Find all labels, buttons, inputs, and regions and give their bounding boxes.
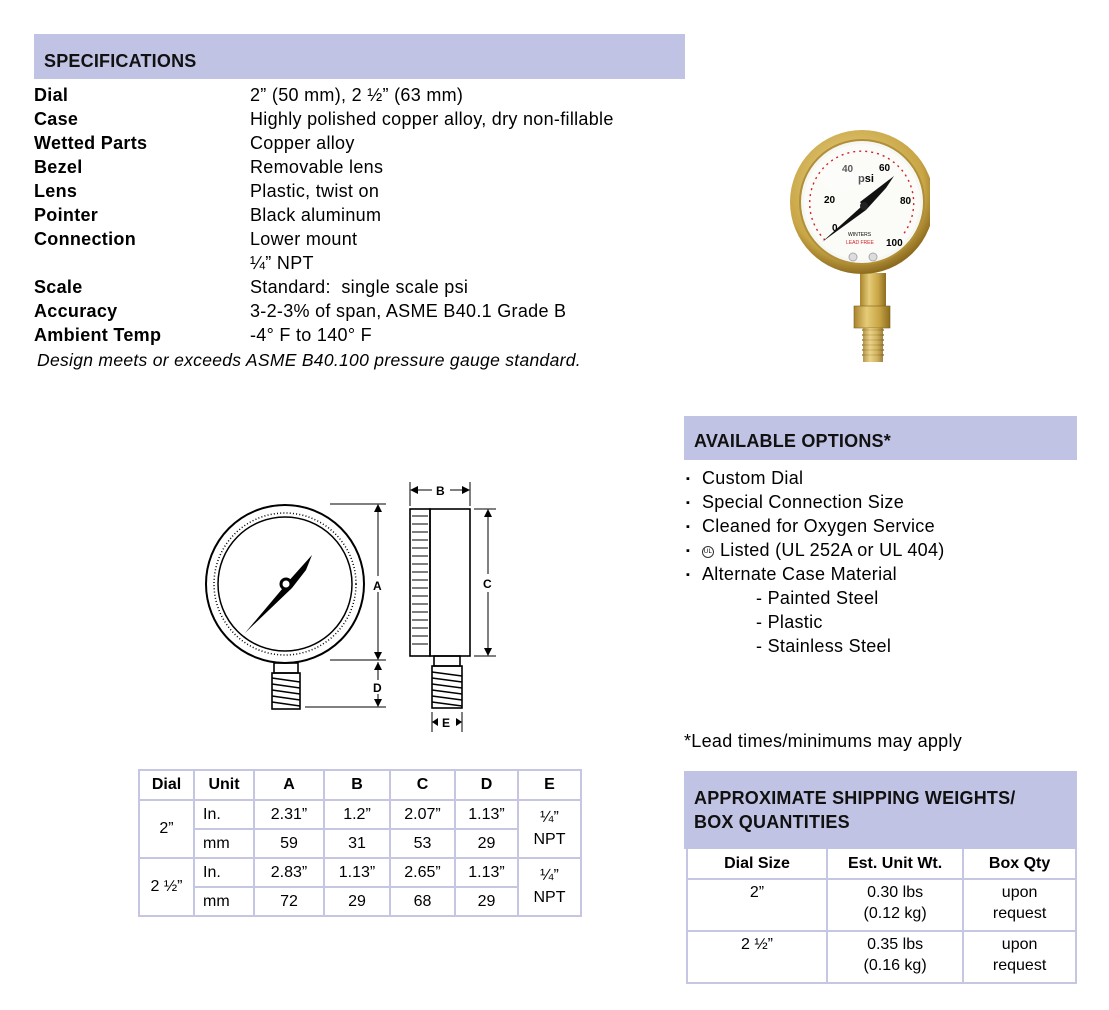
option-sub-item: - Painted Steel xyxy=(756,588,879,608)
e-thread: NPT xyxy=(533,831,566,848)
unit-cell: In. xyxy=(194,800,254,829)
d-cell: 1.13” xyxy=(455,800,518,829)
dial-small-text: LEAD FREE xyxy=(846,240,874,246)
dimension-table xyxy=(138,769,582,917)
dial-size-cell: 2 ½” xyxy=(687,931,827,983)
spec-label: Dial xyxy=(34,85,69,105)
table-header-row xyxy=(139,770,581,800)
dial-number: 40 xyxy=(842,164,854,175)
spec-value: Black aluminum xyxy=(250,205,382,225)
table-row xyxy=(139,829,581,858)
column-header: A xyxy=(254,770,324,800)
dial-cell: 2 ½” xyxy=(139,858,194,916)
c-cell: 68 xyxy=(390,887,455,916)
unit-cell: mm xyxy=(194,887,254,916)
spec-value: 3-2-3% of span, ASME B40.1 Grade B xyxy=(250,301,567,321)
column-header: B xyxy=(324,770,390,800)
unit-cell: mm xyxy=(194,829,254,858)
dial-unit-label: psi xyxy=(858,173,874,185)
spec-label: Lens xyxy=(34,181,78,201)
shipping-header-line: APPROXIMATE SHIPPING WEIGHTS/ xyxy=(694,788,1016,808)
unit-weight-cell xyxy=(827,879,963,931)
d-cell: 1.13” xyxy=(455,858,518,887)
table-row xyxy=(687,879,1076,931)
spec-value: Removable lens xyxy=(250,157,384,177)
table-row xyxy=(687,931,1076,983)
option-text: Listed (UL 252A or UL 404) xyxy=(720,540,945,560)
bullet-icon: ▪ xyxy=(686,569,691,581)
spec-label: Case xyxy=(34,109,79,129)
b-cell: 1.13” xyxy=(324,858,390,887)
dimension-label-c: C xyxy=(483,577,492,591)
e-cell xyxy=(518,858,581,916)
bullet-icon: ▪ xyxy=(686,497,691,509)
spec-value: 2” (50 mm), 2 ½” (63 mm) xyxy=(250,85,464,105)
a-cell: 2.31” xyxy=(254,800,324,829)
bullet-icon: ▪ xyxy=(686,545,691,557)
b-cell: 31 xyxy=(324,829,390,858)
dial-number: 80 xyxy=(900,196,912,207)
spec-value: Lower mount xyxy=(250,229,358,249)
spec-label: Accuracy xyxy=(34,301,118,321)
dimension-label-a: A xyxy=(373,579,382,593)
table-row xyxy=(139,887,581,916)
shipping-table xyxy=(686,849,1077,984)
column-header: C xyxy=(390,770,455,800)
box-qty-line: upon xyxy=(1001,884,1038,901)
dial-number: 0 xyxy=(832,223,838,234)
bullet-icon: ▪ xyxy=(686,521,691,533)
spec-label: Bezel xyxy=(34,157,83,177)
options-header: AVAILABLE OPTIONS* xyxy=(684,416,1077,460)
table-row xyxy=(139,858,581,887)
shipping-section xyxy=(684,771,1077,979)
spec-label: Scale xyxy=(34,277,83,297)
column-header: E xyxy=(518,770,581,800)
d-cell: 29 xyxy=(455,829,518,858)
spec-value: Highly polished copper alloy, dry non-fillable xyxy=(250,109,614,129)
column-header: D xyxy=(455,770,518,800)
option-item xyxy=(686,490,904,515)
spec-label: Ambient Temp xyxy=(34,325,162,345)
option-text: Special Connection Size xyxy=(702,492,905,512)
dial-number: 60 xyxy=(879,163,891,174)
option-text: Cleaned for Oxygen Service xyxy=(702,516,935,536)
spec-value: Copper alloy xyxy=(250,133,355,153)
box-qty-cell xyxy=(963,931,1076,983)
column-header: Box Qty xyxy=(963,849,1076,879)
d-cell: 29 xyxy=(455,887,518,916)
spec-value: ¼” NPT xyxy=(250,253,314,273)
dimension-diagram xyxy=(200,478,500,740)
unit-cell: In. xyxy=(194,858,254,887)
option-item xyxy=(686,538,945,563)
weight-lbs: 0.35 lbs xyxy=(867,936,924,953)
c-cell: 2.07” xyxy=(390,800,455,829)
specifications-header: SPECIFICATIONS xyxy=(34,34,685,79)
e-cell xyxy=(518,800,581,858)
e-thread: NPT xyxy=(533,889,566,906)
e-size: ¼” xyxy=(540,809,559,826)
dimension-label-d: D xyxy=(373,681,382,695)
option-item xyxy=(686,466,803,491)
dial-cell: 2” xyxy=(139,800,194,858)
gauge-photo-image xyxy=(790,118,930,378)
spec-label: Wetted Parts xyxy=(34,133,148,153)
weight-kg: (0.12 kg) xyxy=(863,905,927,922)
option-sub-item: - Stainless Steel xyxy=(756,636,892,656)
dial-size-cell: 2” xyxy=(687,879,827,931)
weight-lbs: 0.30 lbs xyxy=(867,884,924,901)
a-cell: 59 xyxy=(254,829,324,858)
option-item xyxy=(686,562,897,587)
ul-listed-icon: UL xyxy=(702,546,714,558)
dial-small-text: WINTERS xyxy=(848,232,872,238)
b-cell: 29 xyxy=(324,887,390,916)
column-header: Unit xyxy=(194,770,254,800)
c-cell: 2.65” xyxy=(390,858,455,887)
box-qty-cell xyxy=(963,879,1076,931)
table-row xyxy=(139,800,581,829)
column-header: Dial Size xyxy=(687,849,827,879)
shipping-header xyxy=(684,771,1077,849)
spec-value: Standard: single scale psi xyxy=(250,277,469,297)
option-item xyxy=(686,514,935,539)
spec-value: Plastic, twist on xyxy=(250,181,380,201)
box-qty-line: request xyxy=(992,957,1047,974)
column-header: Dial xyxy=(139,770,194,800)
dimension-label-b: B xyxy=(436,484,445,498)
option-text: Alternate Case Material xyxy=(702,564,897,584)
b-cell: 1.2” xyxy=(324,800,390,829)
option-text: Custom Dial xyxy=(702,468,804,488)
a-cell: 2.83” xyxy=(254,858,324,887)
dial-number: 100 xyxy=(886,238,903,249)
spec-value: -4° F to 140° F xyxy=(250,325,372,345)
c-cell: 53 xyxy=(390,829,455,858)
weight-kg: (0.16 kg) xyxy=(863,957,927,974)
lead-times-note: *Lead times/minimums may apply xyxy=(684,731,963,751)
spec-label: Pointer xyxy=(34,205,99,225)
bullet-icon: ▪ xyxy=(686,473,691,485)
unit-weight-cell xyxy=(827,931,963,983)
table-header-row xyxy=(687,849,1076,879)
box-qty-line: upon xyxy=(1001,936,1038,953)
a-cell: 72 xyxy=(254,887,324,916)
shipping-header-line: BOX QUANTITIES xyxy=(694,812,850,832)
spec-note: Design meets or exceeds ASME B40.100 pressure gauge standard. xyxy=(37,350,581,370)
column-header: Est. Unit Wt. xyxy=(827,849,963,879)
box-qty-line: request xyxy=(992,905,1047,922)
spec-label: Connection xyxy=(34,229,136,249)
dimension-label-e: E xyxy=(442,716,451,730)
dial-number: 20 xyxy=(824,195,836,206)
option-sub-item: - Plastic xyxy=(756,612,823,632)
e-size: ¼” xyxy=(540,867,559,884)
